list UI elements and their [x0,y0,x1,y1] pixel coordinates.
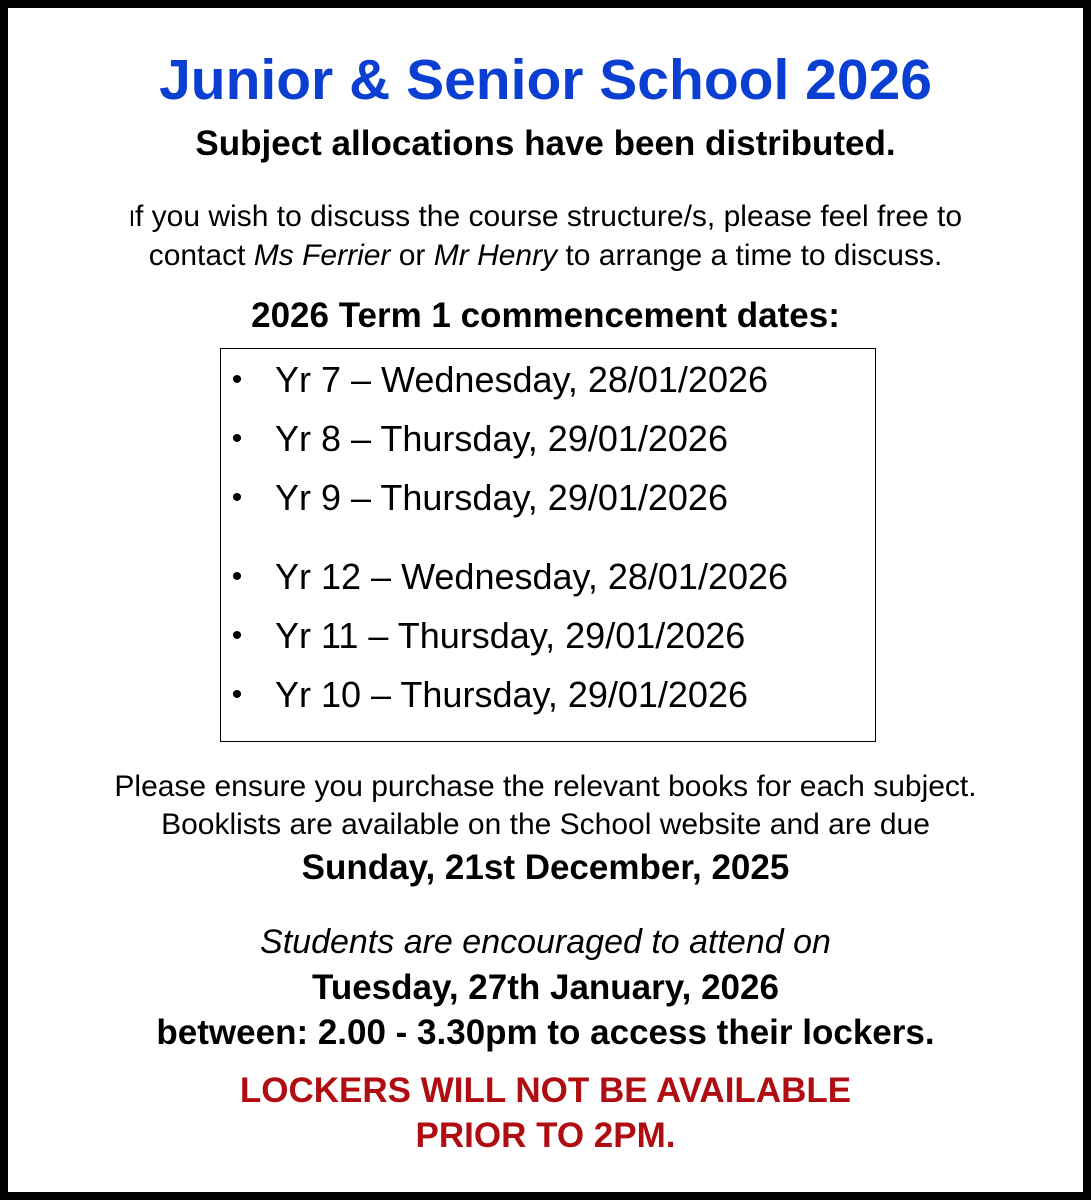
bullet-icon: • [231,481,243,514]
bullet-icon: • [231,363,243,396]
attendance-time: between: 2.00 - 3.30pm to access their lockers. [156,1013,935,1052]
bullet-icon: • [231,678,243,711]
date-yr7: Yr 7 – Wednesday, 28/01/2026 [275,359,769,400]
page-title: Junior & Senior School 2026 [159,48,932,112]
intro-line-1 [8,198,1083,237]
intro-line-1-text: f you wish to discuss the course structure/s, please feel free to [135,200,963,233]
warning-line-2: PRIOR TO 2PM. [415,1116,676,1155]
date-yr9: Yr 9 – Thursday, 29/01/2026 [275,477,728,518]
list-item [221,672,871,718]
locker-warning [8,1068,1083,1158]
bullet-icon: • [231,560,243,593]
list-item [221,613,871,659]
date-yr10: Yr 10 – Thursday, 29/01/2026 [275,674,748,715]
locker-attendance-paragraph [8,920,1083,1055]
date-yr8: Yr 8 – Thursday, 29/01/2026 [275,418,728,459]
dates-list [220,348,876,742]
subtitle: Subject allocations have been distributed. [195,124,896,163]
intro-line-2-prefix: contact [148,239,254,272]
booklist-line-1: Please ensure you purchase the relevant books for each subject. [114,770,977,803]
booklist-line-2: Booklists are available on the School website and are due [161,808,930,841]
list-item [221,416,871,462]
date-yr11: Yr 11 – Thursday, 29/01/2026 [275,615,746,656]
booklist-paragraph [8,768,1083,890]
dates-heading: 2026 Term 1 commencement dates: [251,296,840,335]
attendance-date: Tuesday, 27th January, 2026 [312,968,779,1007]
intro-line-2-suffix: to arrange a time to discuss. [557,239,943,272]
list-item [221,357,871,403]
notice-page [8,8,1083,1192]
intro-first-letter: I [128,206,136,231]
list-item [221,554,871,600]
warning-line-1: LOCKERS WILL NOT BE AVAILABLE [239,1071,852,1110]
bullet-icon: • [231,422,243,455]
booklist-due-date: Sunday, 21st December, 2025 [301,848,790,887]
contact-ms-ferrier: Ms Ferrier [253,239,391,272]
list-item [221,475,871,521]
attendance-lead: Students are encouraged to attend on [260,923,831,961]
intro-line-2 [8,237,1083,274]
contact-mr-henry: Mr Henry [433,239,558,272]
date-yr12: Yr 12 – Wednesday, 28/01/2026 [275,556,789,597]
intro-paragraph [8,198,1083,274]
intro-line-2-middle: or [390,239,434,272]
bullet-icon: • [231,619,243,652]
